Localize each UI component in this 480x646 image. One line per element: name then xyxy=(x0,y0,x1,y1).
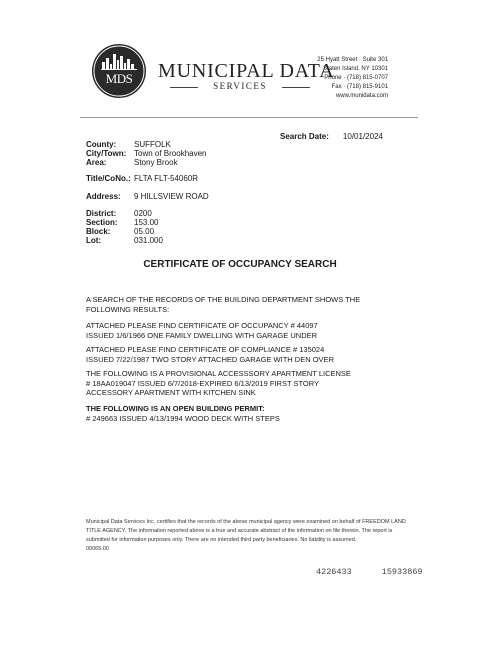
field-label: Area: xyxy=(86,158,107,167)
text-line: # 18AA019047 ISSUED 6/7/2018-EXPIRED 6/13/2019 FIRST STORY xyxy=(86,378,320,388)
field-value: 05.00 xyxy=(134,227,155,236)
document-numbers xyxy=(316,567,423,577)
contact-street: 25 Hyatt Street · Suite 301 xyxy=(317,57,388,63)
field-value: 031.000 xyxy=(134,236,163,245)
logo-monogram: MDS xyxy=(105,71,133,86)
header-divider xyxy=(80,117,418,118)
field-value: Town of Brookhaven xyxy=(134,149,207,158)
text-line: ACCESSORY APARTMENT WITH KITCHEN SINK xyxy=(86,388,256,397)
field-label: Address: xyxy=(86,192,121,201)
field-label: Section: xyxy=(86,218,118,227)
field-title-co xyxy=(86,174,198,183)
field-label: Block: xyxy=(86,227,111,236)
search-date-label: Search Date: xyxy=(280,132,329,141)
field-section xyxy=(86,218,158,227)
footer-line: submitted for information purposes only. There are no intended third party beneficiaries. No liability is assumed. xyxy=(86,537,357,543)
text-line: ISSUED 1/6/1966 ONE FAMILY DWELLING WITH GARAGE UNDER xyxy=(86,330,318,340)
paragraph-permit xyxy=(86,404,386,423)
contact-web: www.munidata.com xyxy=(335,93,388,99)
paragraph-compliance xyxy=(86,345,386,364)
document-number: 15933869 xyxy=(381,567,423,577)
footer-line: 00065.00 xyxy=(86,546,109,552)
field-value: Stony Brook xyxy=(134,158,178,167)
footer-line: Municipal Data Services Inc. certifies that the records of the above municipal agency were examined on behalf of FREEDOM LAND xyxy=(86,519,406,525)
field-block xyxy=(86,227,154,236)
contact-fax: Fax · (718) 815-9101 xyxy=(331,84,388,90)
search-date-value: 10/01/2024 xyxy=(342,132,383,141)
field-lot xyxy=(86,236,163,245)
field-value: SUFFOLK xyxy=(134,140,171,149)
footer-line: TITLE AGENCY. The information reported above is a true and accurate abstract of the information on file therein. The report is xyxy=(86,528,393,534)
paragraph-co xyxy=(86,321,386,340)
contact-block xyxy=(317,56,388,101)
field-address xyxy=(86,192,209,201)
field-label: District: xyxy=(86,209,117,218)
field-area xyxy=(86,158,178,167)
paragraph-intro xyxy=(86,295,386,314)
text-line: # 249663 ISSUED 4/13/1994 WOOD DECK WITH STEPS xyxy=(86,413,280,423)
search-date xyxy=(280,132,383,141)
company-subtitle-text: SERVICES xyxy=(213,81,267,91)
certification-note xyxy=(86,518,406,554)
field-value: 0200 xyxy=(134,209,152,218)
text-line: ATTACHED PLEASE FIND CERTIFICATE OF COMPLIANCE # 135024 xyxy=(86,345,325,354)
company-subtitle xyxy=(170,81,310,93)
field-city xyxy=(86,149,207,158)
field-label: County: xyxy=(86,140,117,149)
text-line: A SEARCH OF THE RECORDS OF THE BUILDING DEPARTMENT SHOWS THE xyxy=(86,295,361,304)
field-value: FLTA FLT-54060R xyxy=(134,174,199,183)
text-line: ATTACHED PLEASE FIND CERTIFICATE OF OCCUPANCY # 44097 xyxy=(86,321,318,330)
field-label: City/Town: xyxy=(86,149,127,158)
field-county xyxy=(86,140,171,149)
document-title: CERTIFICATE OF OCCUPANCY SEARCH xyxy=(143,259,337,270)
permit-heading: THE FOLLOWING IS AN OPEN BUILDING PERMIT: xyxy=(86,404,265,413)
subtitle-rule-right xyxy=(282,87,310,88)
field-value: 9 HILLSVIEW ROAD xyxy=(134,192,209,201)
field-district xyxy=(86,209,152,218)
text-line: THE FOLLOWING IS A PROVISIONAL ACCESSSORY APARTMENT LICENSE xyxy=(86,369,351,378)
field-label: Title/CoNo.: xyxy=(86,174,131,183)
field-value: 153.00 xyxy=(134,218,159,227)
document-number: 4226433 xyxy=(316,567,352,577)
text-line: ISSUED 7/22/1987 TWO STORY ATTACHED GARAGE WITH DEN OVER xyxy=(86,354,334,364)
text-line: FOLLOWING RESULTS: xyxy=(86,304,170,314)
paragraph-license xyxy=(86,369,386,398)
contact-city: Staten Island, NY 10301 xyxy=(323,66,388,72)
contact-phone: Phone · (718) 815-0707 xyxy=(324,75,388,81)
field-label: Lot: xyxy=(86,236,102,245)
company-name: MUNICIPAL DATA xyxy=(158,60,335,82)
company-logo xyxy=(92,44,146,98)
